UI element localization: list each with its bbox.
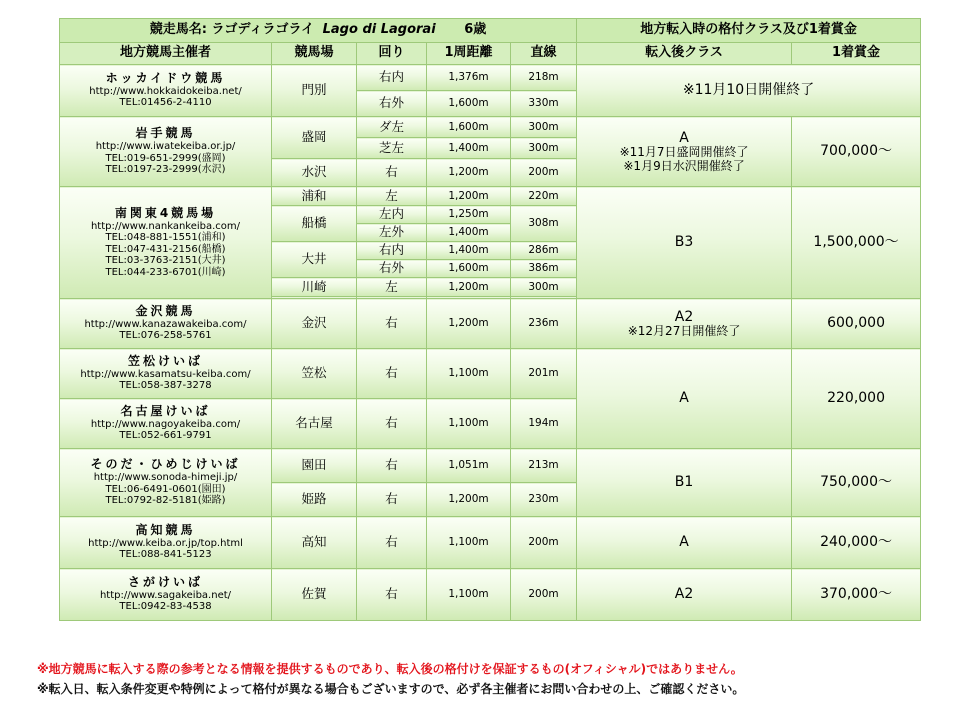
disclaimer-note: ※地方競馬に転入する際の参考となる情報を提供するものであり、転入後の格付けを保証するもの(オフィシャル)ではありません。 bbox=[37, 662, 743, 676]
lap-cell: 1,200m bbox=[427, 299, 511, 349]
turn-cell: 右 bbox=[357, 159, 427, 187]
organizer-cell bbox=[60, 299, 272, 349]
organizer-tel: TEL:076-258-5761 bbox=[119, 330, 212, 342]
organizer-cell bbox=[60, 517, 272, 569]
organizer-tel: TEL:03-3763-2151(大井) bbox=[105, 255, 226, 267]
venue-cell: 佐賀 bbox=[272, 569, 357, 621]
class-cell: A2 bbox=[577, 569, 792, 621]
organizer-cell bbox=[60, 569, 272, 621]
organizer-cell bbox=[60, 187, 272, 299]
organizer-cell bbox=[60, 449, 272, 517]
turn-cell: 右 bbox=[357, 517, 427, 569]
turn-cell: 右外 bbox=[357, 91, 427, 117]
organizer-url[interactable]: http://www.hokkaidokeiba.net/ bbox=[89, 85, 242, 97]
straight-cell: 230m bbox=[511, 483, 577, 517]
straight-cell: 200m bbox=[511, 159, 577, 187]
organizer-tel: TEL:01456-2-4110 bbox=[119, 97, 212, 109]
turn-cell: 右 bbox=[357, 483, 427, 517]
class-note: ※11月7日盛岡開催終了 bbox=[619, 144, 749, 159]
turn-cell: 左内 bbox=[357, 206, 427, 224]
organizer-tel: TEL:0942-83-4538 bbox=[119, 601, 212, 613]
lap-cell: 1,200m bbox=[427, 187, 511, 206]
lap-cell: 1,600m bbox=[427, 260, 511, 278]
closed-notice: ※11月10日開催終了 bbox=[577, 65, 921, 117]
class-cell bbox=[577, 299, 792, 349]
lap-cell: 1,100m bbox=[427, 349, 511, 399]
lap-cell: 1,200m bbox=[427, 159, 511, 187]
class-note: ※1月9日水沢開催終了 bbox=[623, 158, 745, 173]
organizer-tel: TEL:048-881-1551(浦和) bbox=[105, 232, 226, 244]
straight-cell: 194m bbox=[511, 399, 577, 449]
organizer-tel: TEL:0792-82-5181(姫路) bbox=[105, 495, 226, 507]
organizer-tel: TEL:06-6491-0601(園田) bbox=[105, 483, 226, 495]
col-header-straight: 直線 bbox=[511, 43, 577, 65]
turn-cell: 左外 bbox=[357, 224, 427, 242]
lap-cell: 1,100m bbox=[427, 399, 511, 449]
inquiry-note: ※転入日、転入条件変更や特例によって格付が異なる場合もございますので、必ず各主催者にお問い合わせの上、ご確認ください。 bbox=[37, 682, 745, 696]
venue-cell: 金沢 bbox=[272, 299, 357, 349]
prize-cell: 370,000～ bbox=[792, 569, 921, 621]
straight-cell: 330m bbox=[511, 91, 577, 117]
class-cell: B1 bbox=[577, 449, 792, 517]
venue-cell: 川崎 bbox=[272, 278, 357, 297]
turn-cell: 右 bbox=[357, 449, 427, 483]
lap-cell: 1,600m bbox=[427, 91, 511, 117]
straight-cell: 300m bbox=[511, 117, 577, 138]
turn-cell: 左 bbox=[357, 187, 427, 206]
straight-cell: 218m bbox=[511, 65, 577, 91]
venue-cell: 盛岡 bbox=[272, 117, 357, 159]
straight-cell: 200m bbox=[511, 569, 577, 621]
straight-cell: 201m bbox=[511, 349, 577, 399]
organizer-url[interactable]: http://www.sonoda-himeji.jp/ bbox=[93, 472, 238, 484]
turn-cell: 右内 bbox=[357, 65, 427, 91]
lap-cell: 1,100m bbox=[427, 569, 511, 621]
lap-cell: 1,200m bbox=[427, 483, 511, 517]
organizer-tel: TEL:019-651-2999(盛岡) bbox=[105, 152, 226, 164]
lap-cell: 1,376m bbox=[427, 65, 511, 91]
turn-cell: 右 bbox=[357, 569, 427, 621]
lap-cell: 1,200m bbox=[427, 278, 511, 297]
turn-cell: 右 bbox=[357, 399, 427, 449]
prize-cell: 750,000～ bbox=[792, 449, 921, 517]
turn-cell: 芝左 bbox=[357, 138, 427, 159]
horse-age: 6歳 bbox=[464, 22, 487, 38]
horse-label: 競走馬名: bbox=[149, 22, 207, 38]
col-header-prize: 1着賞金 bbox=[792, 43, 921, 65]
organizer-cell bbox=[60, 349, 272, 399]
straight-cell: 300m bbox=[511, 138, 577, 159]
organizer-tel: TEL:047-431-2156(船橋) bbox=[105, 243, 226, 255]
organizer-name: そのだ・ひめじけいば bbox=[90, 457, 241, 472]
class-note: ※12月27日開催終了 bbox=[627, 323, 741, 338]
organizer-url[interactable]: http://www.sagakeiba.net/ bbox=[99, 589, 232, 601]
organizer-name: 名古屋けいば bbox=[120, 404, 211, 419]
organizer-tel: TEL:052-661-9791 bbox=[119, 430, 212, 442]
organizer-name: 高知競馬 bbox=[135, 523, 196, 538]
organizer-url[interactable]: http://www.nankankeiba.com/ bbox=[90, 220, 241, 232]
col-header-turn: 回り bbox=[357, 43, 427, 65]
organizer-url[interactable]: http://www.kasamatsu-keiba.com/ bbox=[80, 368, 251, 380]
straight-cell: 286m bbox=[511, 242, 577, 260]
organizer-cell bbox=[60, 399, 272, 449]
transfer-info-table bbox=[59, 18, 921, 621]
straight-cell: 300m bbox=[511, 278, 577, 297]
venue-cell: 高知 bbox=[272, 517, 357, 569]
venue-cell: 園田 bbox=[272, 449, 357, 483]
venue-cell: 水沢 bbox=[272, 159, 357, 187]
col-header-lap: 1周距離 bbox=[427, 43, 511, 65]
horse-title-cell bbox=[60, 19, 577, 43]
turn-cell: 右 bbox=[357, 299, 427, 349]
organizer-name: さがけいば bbox=[127, 575, 203, 590]
organizer-url[interactable]: http://www.kanazawakeiba.com/ bbox=[84, 318, 247, 330]
organizer-url[interactable]: http://www.keiba.or.jp/top.html bbox=[88, 537, 243, 549]
lap-cell: 1,051m bbox=[427, 449, 511, 483]
prize-cell: 220,000 bbox=[792, 349, 921, 449]
organizer-tel: TEL:044-233-6701(川崎) bbox=[105, 266, 226, 278]
organizer-tel: TEL:0197-23-2999(水沢) bbox=[105, 164, 226, 176]
organizer-cell bbox=[60, 65, 272, 117]
organizer-tel: TEL:088-841-5123 bbox=[119, 549, 212, 561]
organizer-name: 南関東4競馬場 bbox=[114, 205, 217, 220]
venue-cell: 笠松 bbox=[272, 349, 357, 399]
organizer-name: 金沢競馬 bbox=[135, 304, 196, 319]
straight-cell: 220m bbox=[511, 187, 577, 206]
col-header-venue: 競馬場 bbox=[272, 43, 357, 65]
turn-cell: 左 bbox=[357, 278, 427, 297]
organizer-tel: TEL:058-387-3278 bbox=[119, 380, 212, 392]
lap-cell: 1,100m bbox=[427, 517, 511, 569]
lap-cell: 1,600m bbox=[427, 117, 511, 138]
class-cell: A bbox=[577, 349, 792, 449]
straight-cell: 308m bbox=[511, 206, 577, 242]
venue-cell: 浦和 bbox=[272, 187, 357, 206]
turn-cell: 右 bbox=[357, 349, 427, 399]
venue-cell: 姫路 bbox=[272, 483, 357, 517]
prize-cell: 1,500,000～ bbox=[792, 187, 921, 299]
table-main-title: 地方転入時の格付クラス及び1着賞金 bbox=[577, 19, 921, 43]
organizer-name: 岩手競馬 bbox=[135, 126, 196, 141]
organizer-name: ホッカイドウ競馬 bbox=[105, 71, 226, 86]
prize-cell: 240,000～ bbox=[792, 517, 921, 569]
turn-cell: ダ左 bbox=[357, 117, 427, 138]
venue-cell: 船橋 bbox=[272, 206, 357, 242]
straight-cell: 200m bbox=[511, 517, 577, 569]
col-header-class: 転入後クラス bbox=[577, 43, 792, 65]
organizer-name: 笠松けいば bbox=[127, 354, 203, 369]
horse-name-en: Lago di Lagorai bbox=[322, 22, 436, 38]
organizer-url[interactable]: http://www.iwatekeiba.or.jp/ bbox=[95, 141, 236, 153]
horse-name-jp: ラゴディラゴライ bbox=[211, 22, 315, 38]
class-value: A2 bbox=[674, 308, 694, 325]
organizer-url[interactable]: http://www.nagoyakeiba.com/ bbox=[90, 418, 241, 430]
col-header-organizer: 地方競馬主催者 bbox=[60, 43, 272, 65]
prize-cell: 700,000～ bbox=[792, 117, 921, 187]
lap-cell: 1,400m bbox=[427, 138, 511, 159]
venue-cell: 大井 bbox=[272, 242, 357, 278]
straight-cell: 386m bbox=[511, 260, 577, 278]
class-cell bbox=[577, 117, 792, 187]
lap-cell: 1,400m bbox=[427, 224, 511, 242]
lap-cell: 1,400m bbox=[427, 242, 511, 260]
turn-cell: 右外 bbox=[357, 260, 427, 278]
venue-cell: 門別 bbox=[272, 65, 357, 117]
organizer-cell bbox=[60, 117, 272, 187]
prize-cell: 600,000 bbox=[792, 299, 921, 349]
turn-cell: 右内 bbox=[357, 242, 427, 260]
class-value: A bbox=[679, 129, 689, 146]
class-cell: B3 bbox=[577, 187, 792, 299]
straight-cell: 236m bbox=[511, 299, 577, 349]
straight-cell: 213m bbox=[511, 449, 577, 483]
class-cell: A bbox=[577, 517, 792, 569]
venue-cell: 名古屋 bbox=[272, 399, 357, 449]
lap-cell: 1,250m bbox=[427, 206, 511, 224]
